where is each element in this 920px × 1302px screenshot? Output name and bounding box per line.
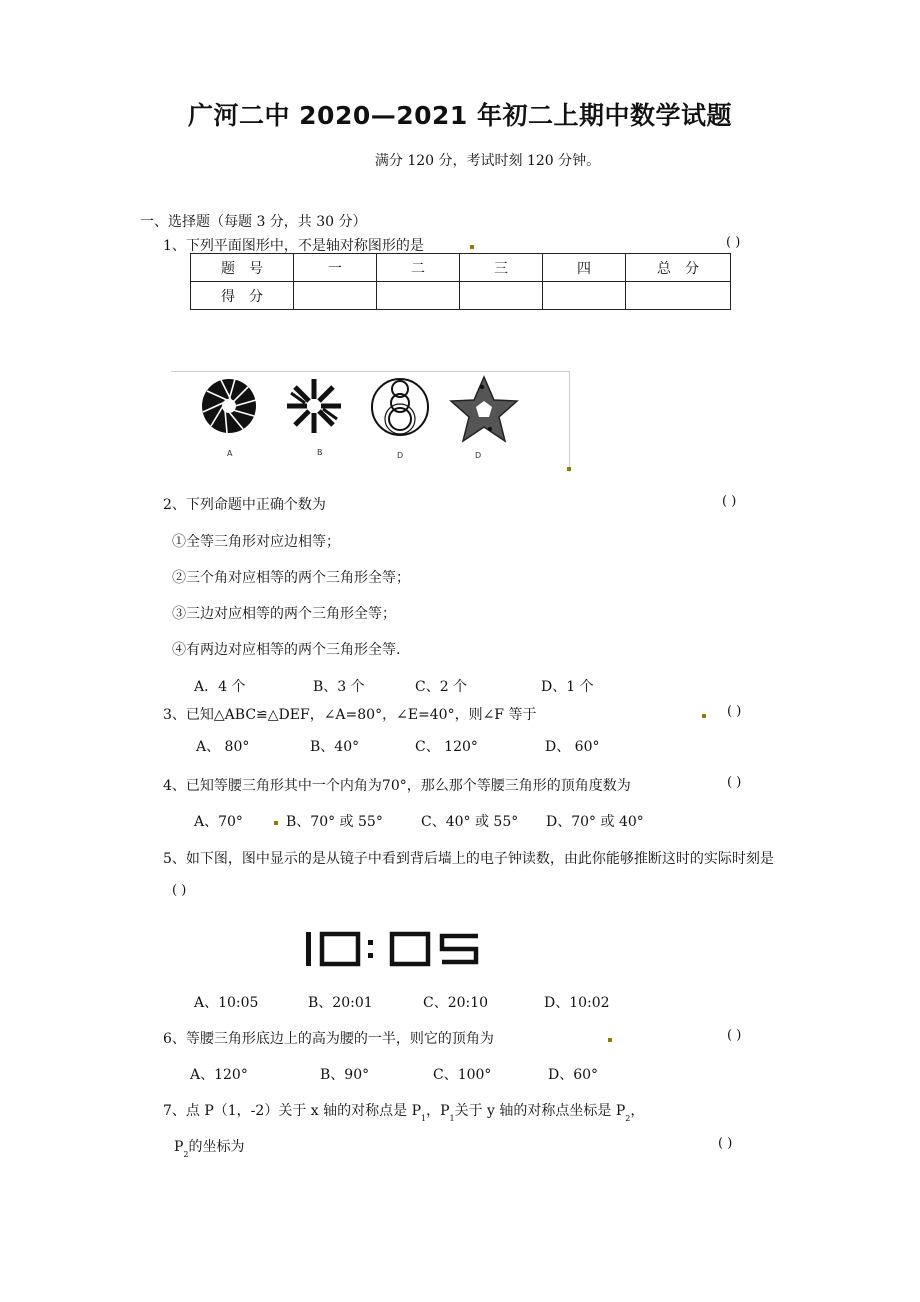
q7-subscript: 1 — [449, 1114, 455, 1123]
q3-text: 3、已知△ABC≌△DEF，∠A=80°，∠E=40°，则∠F 等于 — [163, 707, 537, 723]
q5-option-b[interactable]: B、20:01 — [308, 995, 373, 1011]
score-table-score-row — [191, 282, 731, 310]
exam-info: 满分 120 分，考试时刻 120 分钟。 — [374, 153, 601, 169]
shape-b-label: B — [317, 448, 323, 457]
score-cell[interactable] — [294, 282, 377, 310]
q6-option-c[interactable]: C、100° — [433, 1067, 492, 1083]
q7-text-part: P — [174, 1139, 184, 1155]
q1-shapes-figure — [171, 371, 570, 472]
score-cell[interactable] — [543, 282, 626, 310]
shape-a-fan-icon — [202, 379, 256, 433]
q2-statement: ②三个角对应相等的两个三角形全等； — [172, 570, 410, 586]
q2-option-b[interactable]: B、3 个 — [313, 679, 365, 695]
score-table — [190, 253, 731, 310]
score-cell[interactable] — [460, 282, 543, 310]
q4-option-b[interactable]: B、70° 或 55° — [286, 814, 383, 830]
q3-option-d[interactable]: D、 60° — [545, 739, 600, 755]
speck — [567, 467, 571, 471]
q6-text: 6、等腰三角形底边上的高为腰的一半，则它的顶角为 — [163, 1031, 494, 1047]
mirrored-digital-clock — [300, 926, 485, 970]
q1-text: 1、下列平面图形中，不是轴对称图形的是 — [163, 238, 424, 254]
score-row-label: 得 分 — [191, 282, 294, 310]
q5-option-c[interactable]: C、20:10 — [423, 995, 489, 1011]
speck — [608, 1038, 612, 1042]
score-header-cell: 三 — [460, 254, 543, 282]
q2-option-c[interactable]: C、2 个 — [415, 679, 468, 695]
section-heading: 一、选择题（每题 3 分，共 30 分） — [140, 214, 367, 230]
shape-a-label: A — [227, 449, 233, 458]
q4-text: 4、已知等腰三角形其中一个内角为70°，那么那个等腰三角形的顶角度数为 — [163, 778, 631, 794]
q2-statement: ①全等三角形对应边相等； — [172, 534, 340, 550]
q7-subscript: 2 — [183, 1150, 189, 1159]
score-header-cell: 四 — [543, 254, 626, 282]
q5-text: 5、如下图，图中显示的是从镜子中看到背后墙上的电子钟读数，由此你能够推断这时的实际时刻是 — [163, 851, 774, 867]
q5-option-d[interactable]: D、10:02 — [544, 995, 610, 1011]
q6-option-b[interactable]: B、90° — [320, 1067, 370, 1083]
q2-answer-paren: ( ) — [722, 494, 737, 509]
q2-option-a[interactable]: A．4 个 — [194, 679, 246, 695]
q7-line2 — [174, 1136, 245, 1159]
q5-answer-paren: ( ) — [172, 883, 187, 898]
q5-option-a[interactable]: A、10:05 — [194, 995, 259, 1011]
q7-text-part: 7、点 P（1，-2）关于 x 轴的对称点是 P — [163, 1103, 421, 1119]
score-header-cell: 题 号 — [191, 254, 294, 282]
page-title: 广河二中 2020—2021 年初二上期中数学试题 — [187, 101, 733, 130]
speck — [274, 821, 278, 825]
q3-answer-paren: ( ) — [727, 704, 742, 719]
q7-text-part: ，P — [426, 1103, 450, 1119]
q6-option-a[interactable]: A、120° — [190, 1067, 248, 1083]
q6-option-d[interactable]: D、60° — [548, 1067, 599, 1083]
q1-answer-paren: ( ) — [726, 235, 741, 250]
q2-statement: ④有两边对应相等的两个三角形全等. — [172, 642, 401, 658]
q7-text-part: ， — [630, 1103, 645, 1119]
speck — [702, 714, 706, 718]
q2-statement: ③三边对应相等的两个三角形全等； — [172, 606, 396, 622]
q3-option-b[interactable]: B、40° — [310, 739, 360, 755]
speck — [470, 245, 474, 249]
q7-answer-paren: ( ) — [718, 1136, 733, 1151]
shape-c-circles-icon — [372, 379, 428, 435]
q4-option-a[interactable]: A、70° — [194, 814, 243, 830]
q3-option-c[interactable]: C、 120° — [415, 739, 478, 755]
score-table-header-row — [191, 254, 731, 282]
q7-text-part: 关于 y 轴的对称点坐标是 P — [454, 1103, 626, 1119]
score-header-cell: 二 — [377, 254, 460, 282]
q3-option-a[interactable]: A、 80° — [196, 739, 250, 755]
score-cell[interactable] — [377, 282, 460, 310]
q2-option-d[interactable]: D、1 个 — [541, 679, 594, 695]
q7-text-part: 的坐标为 — [188, 1139, 245, 1155]
shape-d-label: D — [475, 451, 482, 460]
q7-subscript: 2 — [625, 1114, 631, 1123]
shape-c-label: D — [397, 451, 404, 460]
score-cell[interactable] — [626, 282, 731, 310]
shape-d-star-icon — [451, 377, 517, 441]
q2-text: 2、下列命题中正确个数为 — [163, 497, 326, 513]
q4-option-c[interactable]: C、40° 或 55° — [421, 814, 519, 830]
q4-option-d[interactable]: D、70° 或 40° — [546, 814, 644, 830]
score-header-cell: 一 — [294, 254, 377, 282]
q7-line1 — [163, 1100, 645, 1123]
score-header-cell: 总 分 — [626, 254, 731, 282]
shape-b-burst-icon — [287, 379, 341, 433]
q6-answer-paren: ( ) — [727, 1028, 742, 1043]
q7-subscript: 1 — [421, 1114, 427, 1123]
q4-answer-paren: ( ) — [727, 775, 742, 790]
